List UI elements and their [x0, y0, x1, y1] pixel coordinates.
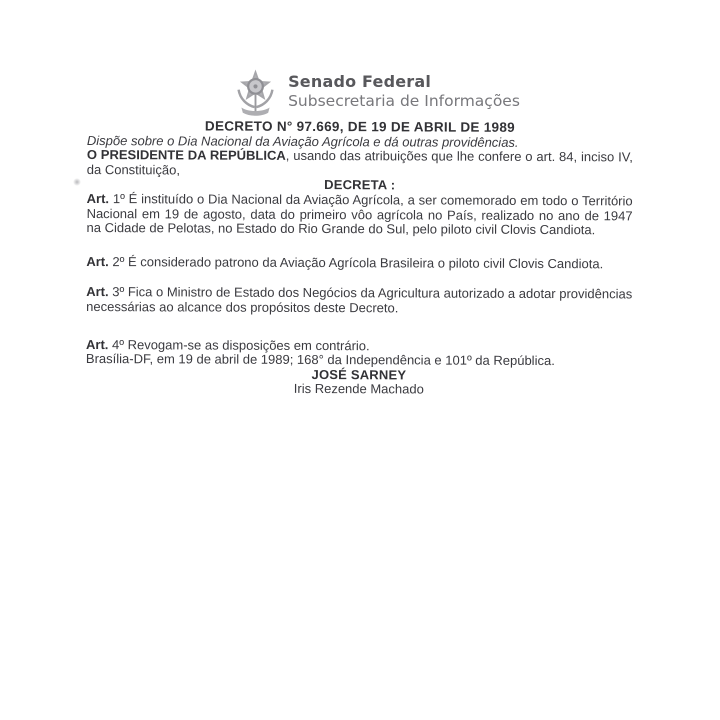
article-1 [86, 192, 632, 238]
decree-title: DECRETO N° 97.669, DE 19 DE ABRIL DE 1989 [204, 118, 516, 135]
decree-preamble [87, 148, 633, 180]
decree-document [86, 119, 633, 398]
preamble-president-label: O PRESIDENTE DA REPÚBLICA [86, 147, 286, 164]
enacting-clause: DECRETA : [324, 177, 396, 193]
article-3-label: Art. [86, 284, 109, 300]
article-3 [86, 285, 632, 317]
article-4-text: 4º Revogam-se as disposições em contrário. [108, 336, 370, 353]
decree-summary: Dispõe sobre o Dia Nacional da Aviação Agrícola e dá outras providências. [86, 132, 519, 150]
senado-federal-header [16, 0, 720, 119]
brazil-coat-of-arms-icon [232, 66, 279, 119]
preamble-text: , usando das atribuições que lhe confere o art. 84, inciso IV, da Constituição, [86, 148, 633, 178]
article-2-text: 2º É considerado patrono da Aviação Agrícola Brasileira o piloto civil Clovis Candiota. [108, 253, 604, 272]
article-2 [86, 255, 632, 272]
article-1-text: 1º É instituído o Dia Nacional da Aviação Agrícola, a ser comemorado em todo o Território Nacional em 19 de agosto, data do primeiro vôo agrícola no País, realizado no ano de 1947 na Cidade de Pelotas, no Estado do Rio Grande do Sul, pelo piloto civil Clovis Candiota. [86, 191, 633, 238]
article-1-label: Art. [86, 190, 110, 207]
article-3-text: 3º Fica o Ministro de Estado dos Negócios da Agricultura autorizado a adotar providências necessárias ao alcance dos propósitos deste Decreto. [86, 284, 633, 316]
dateline: Brasília-DF, em 19 de abril de 1989; 168° da Independência e 101º da República. [85, 351, 555, 369]
scan-artifact-dot [73, 178, 81, 186]
signature-president: JOSÉ SARNEY [311, 366, 407, 383]
header-text [288, 66, 520, 111]
org-name: Senado Federal [288, 72, 432, 91]
org-department: Subsecretaria de Informações [288, 92, 520, 110]
article-4-label: Art. [85, 336, 109, 352]
signature-minister: Iris Rezende Machado [293, 381, 424, 397]
article-2-label: Art. [86, 253, 109, 269]
